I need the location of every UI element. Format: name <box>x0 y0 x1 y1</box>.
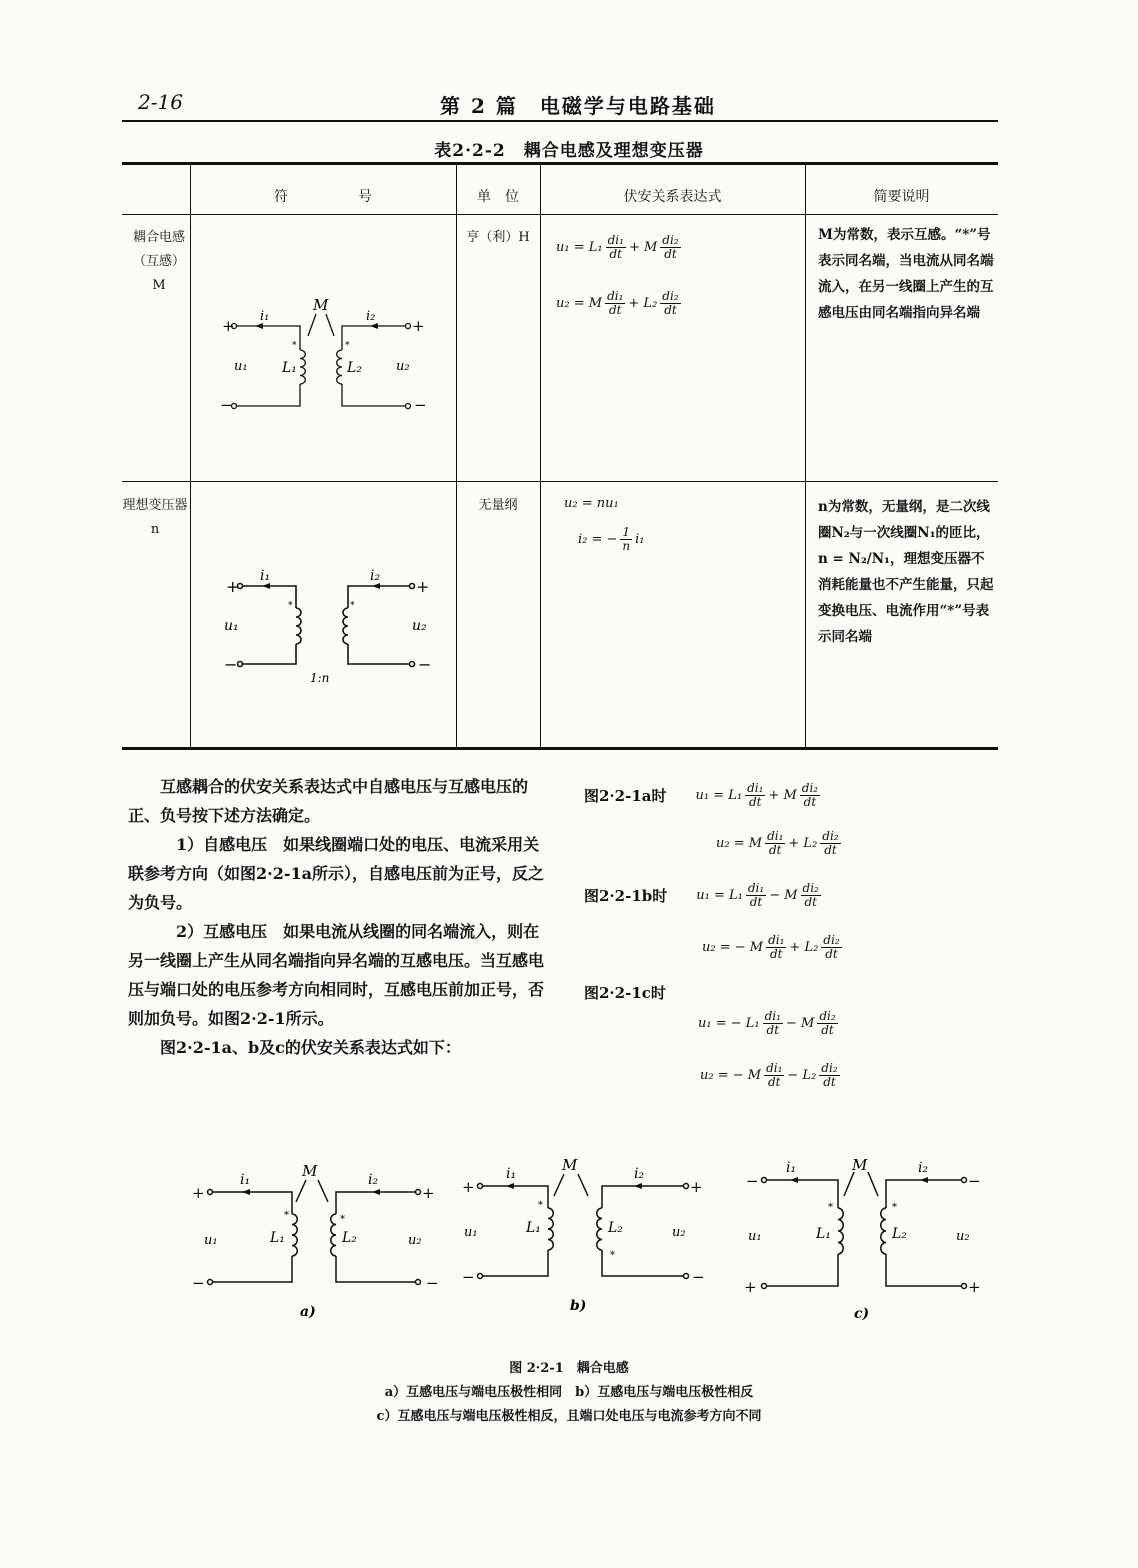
svg-text:+: + <box>192 1184 205 1202</box>
svg-text:M: M <box>302 1162 318 1180</box>
equation: u₂ = − M $\frac{\text{di₁}}{dt}$ − L₂ $\frac{\text{di₂}}{dt}$ <box>700 1061 838 1089</box>
table-col-rule <box>540 165 541 747</box>
svg-text:i₁: i₁ <box>260 309 270 324</box>
svg-text:u₂: u₂ <box>672 1225 686 1240</box>
svg-text:−: − <box>968 1172 981 1190</box>
svg-text:−: − <box>192 1274 205 1292</box>
svg-text:L₁: L₁ <box>282 360 297 376</box>
svg-text:+: + <box>690 1178 703 1196</box>
svg-text:−: − <box>418 655 432 674</box>
svg-text:*: * <box>350 601 355 611</box>
svg-text:u₂: u₂ <box>396 359 410 374</box>
svg-text:i₂: i₂ <box>634 1166 645 1182</box>
svg-text:i₂: i₂ <box>368 1172 379 1188</box>
svg-text:*: * <box>292 341 297 351</box>
figure-legend: a）互感电压与端电压极性相同 b）互感电压与端电压极性相反 <box>384 1385 754 1400</box>
row-name: 耦合电感（互感）M <box>132 230 185 293</box>
body-paragraph: 2）互感电压 如果电流从线圈的同名端流入，则在另一线圈上产生从同名端指向异名端的互感电压。当互感电压与端口处的电压参考方向相同时，互感电压前加正号，否则加负号。如图2·2-1所示。 <box>128 922 545 1028</box>
svg-text:u₂: u₂ <box>408 1233 422 1248</box>
svg-text:−: − <box>746 1172 759 1190</box>
svg-text:+: + <box>744 1278 757 1296</box>
equation: 图2·2-1b时 u₁ = L₁ $\frac{\text{di₁}}{dt}$ − M $\frac{\text{di₂}}{dt}$ <box>584 881 819 909</box>
equation: u₂ = M $\frac{\text{di₁}}{dt}$ + L₂ $\frac{\text{di₂}}{dt}$ <box>556 289 679 317</box>
svg-text:+: + <box>416 577 430 596</box>
svg-text:L₂: L₂ <box>608 1220 623 1236</box>
svg-text:−: − <box>224 655 238 674</box>
body-paragraph: 互感耦合的伏安关系表达式中自感电压与互感电压的正、负号按下述方法确定。 <box>128 777 529 825</box>
svg-text:+: + <box>412 317 425 335</box>
svg-text:+: + <box>226 577 240 596</box>
svg-text:L₁: L₁ <box>526 1220 541 1236</box>
svg-text:+: + <box>222 317 235 335</box>
svg-text:M: M <box>852 1156 868 1174</box>
svg-text:c): c) <box>854 1306 870 1322</box>
svg-text:*: * <box>610 1250 615 1261</box>
row-note: n为常数，无量纲，是二次线圈N₂与一次线圈N₁的匝比，n = N₂/N₁，理想变压器不消耗能量也不产生能量，只起变换电压、电流作用“*”号表示同名端 <box>818 499 994 645</box>
figure-b-circuit <box>450 1152 720 1322</box>
svg-text:+: + <box>462 1178 475 1196</box>
page-number: 2-16 <box>138 90 183 114</box>
table-col-rule <box>456 165 457 747</box>
figure-c-circuit <box>728 1156 998 1331</box>
row-unit: 亨（利）H <box>466 230 530 245</box>
svg-text:i₂: i₂ <box>366 309 376 324</box>
equation: u₁ = − L₁ $\frac{\text{di₁}}{dt}$ − M $\frac{\text{di₂}}{dt}$ <box>698 1009 836 1037</box>
svg-text:L₂: L₂ <box>892 1226 907 1242</box>
svg-text:b): b) <box>570 1298 587 1314</box>
figure-a-circuit <box>180 1158 450 1328</box>
svg-text:u₁: u₁ <box>204 1233 218 1248</box>
svg-text:−: − <box>426 1274 439 1292</box>
column-header-note: 简要说明 <box>873 189 930 205</box>
table-row-rule <box>122 481 998 482</box>
table-top-rule <box>122 162 998 165</box>
svg-text:u₁: u₁ <box>748 1229 762 1244</box>
equation: u₂ = − M $\frac{\text{di₁}}{dt}$ + L₂ $\frac{\text{di₂}}{dt}$ <box>702 933 840 961</box>
table-caption: 表2·2-2 耦合电感及理想变压器 <box>434 141 704 161</box>
equation: i₂ = − $\frac{1}{n}$ i₁ <box>578 525 645 553</box>
svg-text:L₁: L₁ <box>270 1230 285 1246</box>
svg-text:L₂: L₂ <box>342 1230 357 1246</box>
ideal-transformer-circuit <box>200 550 450 690</box>
svg-text:−: − <box>462 1268 475 1286</box>
svg-text:i₂: i₂ <box>370 568 381 584</box>
svg-text:a): a) <box>300 1304 316 1320</box>
equation: u₂ = nu₁ <box>564 496 619 511</box>
svg-text:i₁: i₁ <box>260 568 271 584</box>
svg-text:*: * <box>340 1214 345 1225</box>
svg-text:*: * <box>892 1202 897 1213</box>
body-paragraph: 1）自感电压 如果线圈端口处的电压、电流采用关联参考方向（如图2·2-1a所示），自感电压前为正号，反之为负号。 <box>128 835 544 912</box>
equation: u₂ = M $\frac{\text{di₁}}{dt}$ + L₂ $\frac{\text{di₂}}{dt}$ <box>716 829 839 857</box>
table-col-rule <box>190 165 191 747</box>
svg-text:i₂: i₂ <box>918 1160 929 1176</box>
equation: u₁ = L₁ $\frac{\text{di₁}}{dt}$ + M $\frac{\text{di₂}}{dt}$ <box>556 233 679 261</box>
table-header-rule <box>122 214 998 215</box>
svg-text:*: * <box>538 1200 543 1211</box>
body-paragraph: 图2·2-1a、b及c的伏安关系表达式如下： <box>160 1038 461 1057</box>
svg-text:M: M <box>313 296 329 314</box>
svg-text:u₁: u₁ <box>234 359 248 374</box>
svg-text:*: * <box>345 341 350 351</box>
header-rule <box>122 120 998 122</box>
coupled-inductor-circuit <box>200 290 450 420</box>
svg-text:−: − <box>414 396 427 414</box>
body-text <box>128 772 548 1062</box>
row-name: 理想变压器n <box>122 498 188 537</box>
table-col-rule <box>805 165 806 747</box>
figure-legend: c）互感电压与端电压极性相反，且端口处电压与电流参考方向不同 <box>376 1409 762 1424</box>
row-unit: 无量纲 <box>478 498 518 513</box>
svg-text:1:n: 1:n <box>310 671 330 685</box>
svg-text:−: − <box>692 1268 705 1286</box>
column-header-equation: 伏安关系表达式 <box>623 189 722 205</box>
column-header-unit: 单 位 <box>477 189 519 205</box>
svg-text:u₂: u₂ <box>956 1229 970 1244</box>
svg-text:−: − <box>220 396 233 414</box>
svg-text:M: M <box>562 1156 578 1174</box>
svg-text:+: + <box>422 1184 435 1202</box>
svg-text:i₁: i₁ <box>786 1160 797 1176</box>
svg-text:+: + <box>968 1278 981 1296</box>
figure-caption: 图 2·2-1 耦合电感 <box>509 1361 629 1376</box>
column-header-symbol: 符 号 <box>274 189 372 205</box>
svg-text:i₁: i₁ <box>506 1166 517 1182</box>
svg-text:u₁: u₁ <box>464 1225 478 1240</box>
chapter-heading: 第 2 篇 电磁学与电路基础 <box>440 94 716 118</box>
table-bottom-rule <box>122 747 998 750</box>
svg-text:i₁: i₁ <box>240 1172 251 1188</box>
svg-text:*: * <box>828 1202 833 1213</box>
svg-text:*: * <box>284 1210 289 1221</box>
svg-text:u₁: u₁ <box>224 618 239 634</box>
svg-text:L₁: L₁ <box>816 1226 831 1242</box>
equation-label: 图2·2-1c时 <box>584 984 666 1002</box>
svg-text:*: * <box>288 601 293 611</box>
svg-text:L₂: L₂ <box>347 360 362 376</box>
row-note: M为常数，表示互感。“*”号表示同名端，当电流从同名端流入，在另一线圈上产生的互感电压由同名端指向异名端 <box>818 227 994 321</box>
svg-text:u₂: u₂ <box>412 618 427 634</box>
equation: 图2·2-1a时 u₁ = L₁ $\frac{\text{di₁}}{dt}$ + M $\frac{\text{di₂}}{dt}$ <box>584 781 819 809</box>
